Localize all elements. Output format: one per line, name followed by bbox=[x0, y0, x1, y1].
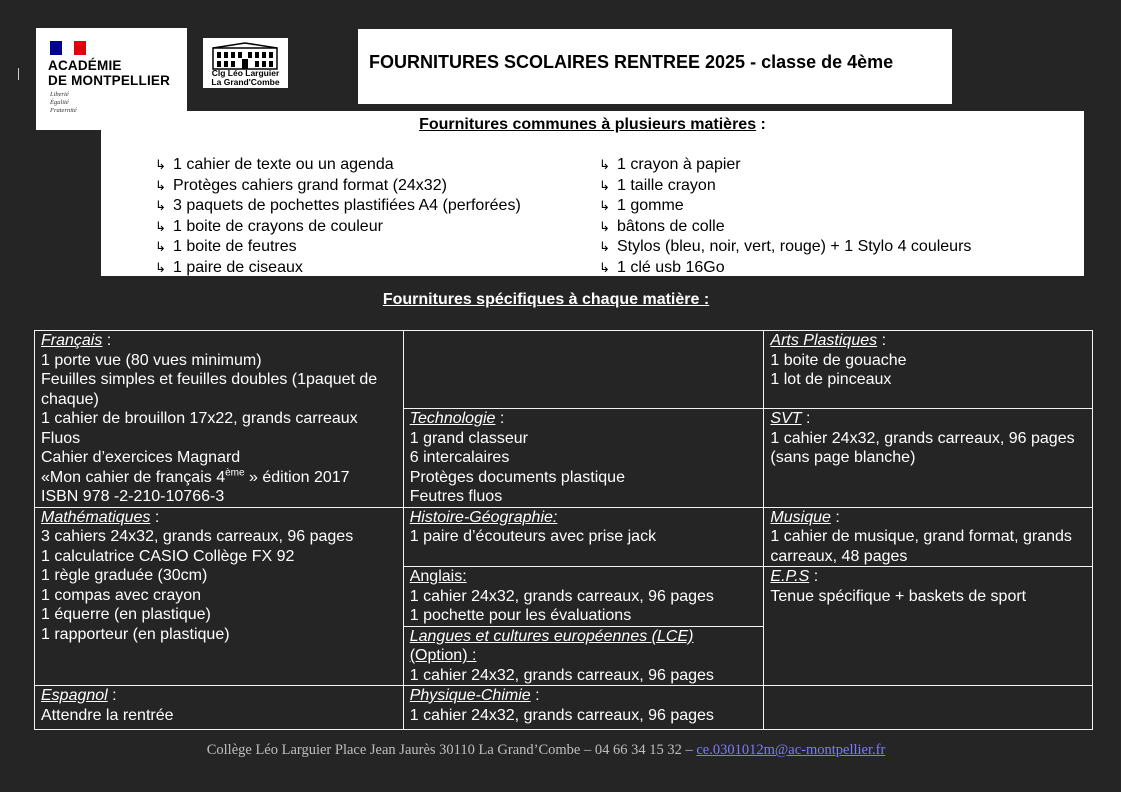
cell-arts bbox=[764, 331, 1093, 409]
college-name-line2: La Grand'Combe bbox=[211, 76, 280, 87]
list-item: ↳ Stylos (bleu, noir, vert, rouge) + 1 Stylo 4 couleurs bbox=[599, 237, 971, 258]
cell-empty bbox=[764, 686, 1093, 730]
arrow-icon: ↳ bbox=[599, 260, 610, 276]
francais-line: Fluos bbox=[41, 429, 81, 447]
academie-name-line2: DE MONTPELLIER bbox=[48, 73, 171, 88]
list-item: ↳ 1 crayon à papier bbox=[599, 155, 971, 176]
maths-line: 1 règle graduée (30cm) bbox=[41, 567, 208, 584]
table-row bbox=[35, 686, 1093, 730]
document-title: FOURNITURES SCOLAIRES RENTREE 2025 - classe de 4ème bbox=[369, 52, 894, 72]
cell-svt bbox=[764, 409, 1093, 508]
anglais-line: 1 pochette pour les évaluations bbox=[409, 607, 632, 624]
common-supplies-left-list bbox=[155, 155, 521, 278]
subject-title-maths: Mathématiques : bbox=[41, 508, 160, 526]
maths-line: 1 équerre (en plastique) bbox=[41, 606, 211, 623]
cell-empty bbox=[403, 331, 764, 409]
francais-isbn: ISBN 978 -2-210-10766-3 bbox=[41, 488, 225, 505]
cell-espagnol bbox=[35, 686, 404, 730]
arrow-icon: ↳ bbox=[155, 260, 166, 276]
list-item: ↳ 1 clé usb 16Go bbox=[599, 258, 971, 279]
arrow-icon: ↳ bbox=[599, 240, 610, 255]
college-logo bbox=[203, 38, 288, 88]
motto-egalite: Égalité bbox=[50, 99, 69, 106]
subject-title-espagnol: Espagnol : bbox=[41, 687, 117, 704]
french-flag-icon bbox=[50, 41, 86, 55]
list-item: ↳ bâtons de colle bbox=[599, 217, 971, 238]
cell-technologie bbox=[403, 409, 764, 508]
subject-title-lce: Langues et cultures européennes (LCE) bbox=[409, 627, 694, 645]
cell-musique bbox=[764, 507, 1093, 567]
svt-line: 1 cahier 24x32, grands carreaux, 96 pages (sans page blanche) bbox=[770, 429, 1075, 466]
physique-line: 1 cahier 24x32, grands carreaux, 96 pages bbox=[409, 706, 714, 724]
footer-address: Collège Léo Larguier Place Jean Jaurès 30110 La Grand’Combe – 04 66 34 15 32 – bbox=[206, 742, 697, 758]
maths-line: 1 compas avec crayon bbox=[41, 586, 202, 604]
arrow-icon: ↳ bbox=[599, 158, 610, 173]
list-item: ↳ 1 cahier de texte ou un agenda bbox=[155, 155, 521, 176]
technologie-line: 1 grand classeur bbox=[409, 429, 529, 447]
maths-line: 1 rapporteur (en plastique) bbox=[41, 625, 230, 643]
academie-name bbox=[48, 58, 170, 88]
arrow-icon: ↳ bbox=[599, 178, 610, 194]
flag-blue-band bbox=[50, 41, 62, 55]
flag-red-band bbox=[74, 41, 86, 55]
francais-line: Cahier d’exercices Magnard bbox=[41, 449, 241, 466]
francais-line: 1 porte vue (80 vues minimum) bbox=[41, 351, 262, 369]
specific-supplies-heading: Fournitures spécifiques à chaque matière : bbox=[382, 291, 710, 308]
histoire-line: 1 paire d’écouteurs avec prise jack bbox=[409, 528, 657, 545]
lce-line: 1 cahier 24x32, grands carreaux, 96 pages bbox=[409, 666, 714, 684]
subject-subtitle-lce: (Option) : bbox=[409, 647, 477, 664]
list-item: ↳ 1 gomme bbox=[599, 196, 971, 217]
list-item: ↳ 1 taille crayon bbox=[599, 176, 971, 197]
table-row bbox=[35, 331, 1093, 409]
subject-title-technologie: Technologie : bbox=[409, 410, 505, 427]
cell-maths bbox=[35, 507, 404, 686]
motto-fraternite: Fraternité bbox=[50, 107, 77, 114]
subject-title-musique: Musique : bbox=[770, 508, 840, 526]
subject-title-svt: SVT : bbox=[770, 410, 811, 427]
arrow-icon: ↳ bbox=[155, 158, 166, 173]
common-supplies-right-list bbox=[599, 155, 971, 278]
maths-line: 1 calculatrice CASIO Collège FX 92 bbox=[41, 547, 295, 565]
college-building-icon bbox=[212, 42, 278, 70]
motto-liberte: Liberté bbox=[50, 91, 69, 98]
college-name bbox=[203, 69, 288, 86]
subject-title-histoire: Histoire-Géographie: bbox=[409, 508, 558, 526]
cell-histoire bbox=[403, 507, 764, 567]
arrow-icon: ↳ bbox=[155, 199, 166, 214]
subject-title-physique: Physique-Chimie : bbox=[409, 687, 540, 704]
cell-physique bbox=[403, 686, 764, 730]
flag-white-band bbox=[62, 41, 74, 55]
college-name-line1: Clg Léo Larguier bbox=[211, 68, 280, 78]
arrow-icon: ↳ bbox=[599, 219, 610, 235]
musique-line: 1 cahier de musique, grand format, grands carreaux, 48 pages bbox=[770, 528, 1072, 565]
text-cursor bbox=[18, 68, 19, 80]
arrow-icon: ↳ bbox=[155, 219, 166, 235]
anglais-line: 1 cahier 24x32, grands carreaux, 96 pages bbox=[409, 587, 714, 605]
cell-francais bbox=[35, 331, 404, 508]
francais-line: Feuilles simples et feuilles doubles (1paquet de chaque) bbox=[41, 371, 378, 408]
subject-title-arts: Arts Plastiques : bbox=[770, 332, 887, 349]
arrow-icon: ↳ bbox=[155, 178, 166, 194]
technologie-line: Feutres fluos bbox=[409, 488, 503, 505]
subjects-table bbox=[34, 330, 1093, 730]
table-row bbox=[35, 507, 1093, 567]
arts-line: 1 boite de gouache bbox=[770, 351, 907, 369]
arrow-icon: ↳ bbox=[599, 199, 610, 214]
list-item: ↳ Protèges cahiers grand format (24x32) bbox=[155, 176, 521, 197]
footer bbox=[0, 742, 1092, 759]
list-item: ↳ 1 boite de feutres bbox=[155, 237, 521, 258]
cell-lce bbox=[403, 626, 764, 686]
subject-title-anglais: Anglais: bbox=[409, 568, 467, 585]
footer-email-link[interactable]: ce.0301012m@ac-montpellier.fr bbox=[696, 742, 886, 758]
subject-title-eps: E.P.S : bbox=[770, 568, 819, 585]
list-item: ↳ 1 boite de crayons de couleur bbox=[155, 217, 521, 238]
subject-title-francais: Français : bbox=[41, 332, 112, 349]
technologie-line: Protèges documents plastique bbox=[409, 468, 625, 486]
document-title-box bbox=[358, 29, 952, 104]
francais-book-title: «Mon cahier de français 4ème » édition 2017 bbox=[41, 467, 350, 486]
eps-line: Tenue spécifique + baskets de sport bbox=[770, 587, 1027, 605]
francais-line: 1 cahier de brouillon 17x22, grands carreaux bbox=[41, 410, 358, 427]
cell-eps bbox=[764, 567, 1093, 686]
republic-motto bbox=[50, 91, 77, 115]
maths-line: 3 cahiers 24x32, grands carreaux, 96 pages bbox=[41, 528, 354, 545]
arrow-icon: ↳ bbox=[155, 240, 166, 255]
common-supplies-heading: Fournitures communes à plusieurs matières : bbox=[419, 116, 766, 133]
arts-line: 1 lot de pinceaux bbox=[770, 371, 892, 388]
list-item: ↳ 1 paire de ciseaux bbox=[155, 258, 521, 279]
technologie-line: 6 intercalaires bbox=[409, 449, 510, 466]
cell-anglais bbox=[403, 567, 764, 627]
espagnol-line: Attendre la rentrée bbox=[41, 706, 174, 724]
academie-name-line1: ACADÉMIE bbox=[48, 58, 122, 73]
list-item: ↳ 3 paquets de pochettes plastifiées A4 (perforées) bbox=[155, 196, 521, 217]
common-supplies-box bbox=[101, 111, 1084, 276]
